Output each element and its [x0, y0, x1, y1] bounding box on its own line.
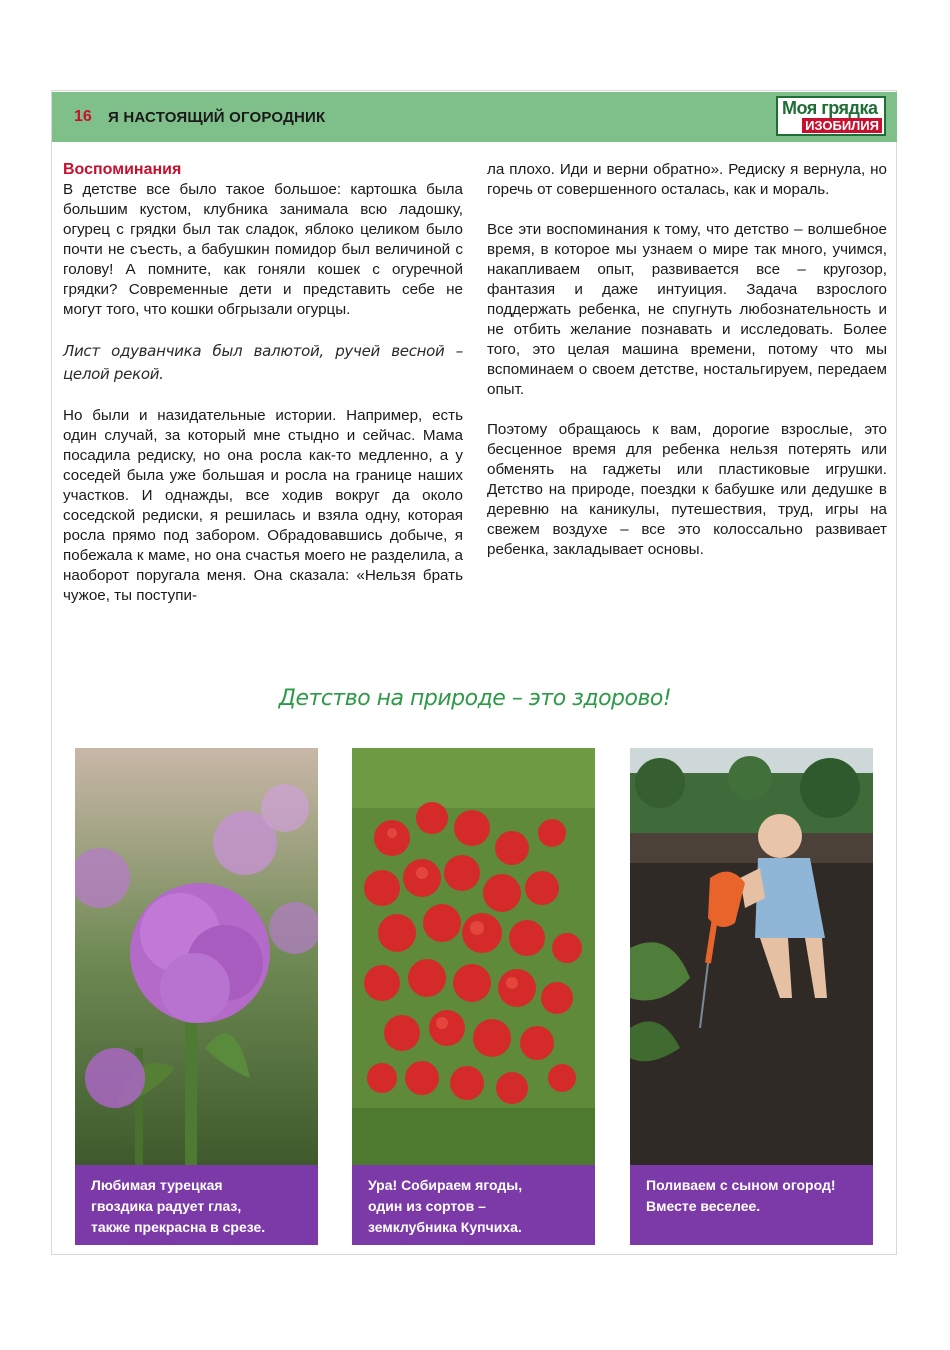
caption-line: Вместе веселее. — [646, 1198, 761, 1214]
photo-card-watering — [630, 748, 873, 1245]
paragraph: Все эти воспоминания к тому, что детство – волшебное время, в которое мы узнаем о мире так много, учимся, накапливаем опыт, развивается все – кругозор, фантазия и даже интуиция. Задача взрослого поддержать ребенка, не спугнуть любознательность и не отбить желание познавать и исследовать. Более того, это целая машина времени, потому что мы вспоминаем о своем детстве, ностальгируем, передаем опыт. — [487, 221, 887, 398]
photo-caption — [352, 1165, 595, 1245]
logo-title: Моя грядка — [782, 98, 878, 118]
strawberries-photo — [352, 748, 595, 1165]
caption-line: Поливаем с сыном огород! — [646, 1177, 836, 1193]
caption-line: также прекрасна в срезе. — [91, 1219, 266, 1235]
caption-line: Ура! Собираем ягоды, — [368, 1177, 523, 1193]
article-column-left — [63, 160, 463, 606]
photo-card-flowers — [75, 748, 318, 1245]
caption-line: земклубника Купчиха. — [368, 1219, 522, 1235]
article-subheading: Воспоминания — [63, 161, 182, 178]
paragraph: ла плохо. Иди и верни обратно». Редиску я вернула, но горечь от совершенного осталась, как и мораль. — [487, 161, 887, 198]
photo-caption — [630, 1165, 873, 1245]
handwritten-quote: Лист одуванчика был валютой, ручей весной – целой рекой. — [63, 342, 463, 383]
article-column-right — [487, 160, 887, 560]
page-number: 16 — [74, 108, 92, 125]
paragraph: Поэтому обращаюсь к вам, дорогие взрослые, это бесценное время для ребенка нельзя потерять или обменять на гаджеты или пластиковые игрушки. Детство на природе, поездки к бабушке или дедушке в деревню на каникулы, путешествия, труд, игры на свежем воздухе – все это колоссально развивает ребенка, закладывает основы. — [487, 421, 887, 558]
watering-photo — [630, 748, 873, 1165]
caption-line: Любимая турецкая — [91, 1177, 223, 1193]
photo-card-strawberries — [352, 748, 595, 1245]
paragraph: Но были и назидательные истории. Например, есть один случай, за который мне стыдно и сейчас. Мама посадила редиску, но она росла как-то медленно, а у соседей была уже большая и росла на границе наших участков. И однажды, все ходив вокруг да около соседской редиски, я решилась и взяла одну, которая росла прямо под забором. Обрадовавшись добыче, я побежала к маме, но она счастья моего не разделила, а наоборот поругала меня. Она сказала: «Нельзя брать чужое, ты поступи- — [63, 407, 463, 604]
caption-line: гвоздика радует глаз, — [91, 1198, 242, 1214]
caption-line: один из сортов – — [368, 1198, 486, 1214]
slogan-heading: Детство на природе – это здорово! — [278, 686, 672, 711]
flowers-photo — [75, 748, 318, 1165]
paragraph: В детстве все было такое большое: картошка была большим кустом, клубника занимала всю ладошку, огурец с грядки был так сладок, яблоко целиком было почти не съесть, а бабушкин помидор был величиной с голову! А помните, как гоняли кошек с огуречной грядки? Современные дети и представить себе не могут того, что кошки обгрызали огурцы. — [63, 181, 463, 318]
logo-subtitle: ИЗОБИЛИЯ — [802, 118, 882, 133]
magazine-logo — [776, 96, 886, 136]
photo-caption — [75, 1165, 318, 1245]
section-title: Я НАСТОЯЩИЙ ОГОРОДНИК — [108, 109, 326, 126]
